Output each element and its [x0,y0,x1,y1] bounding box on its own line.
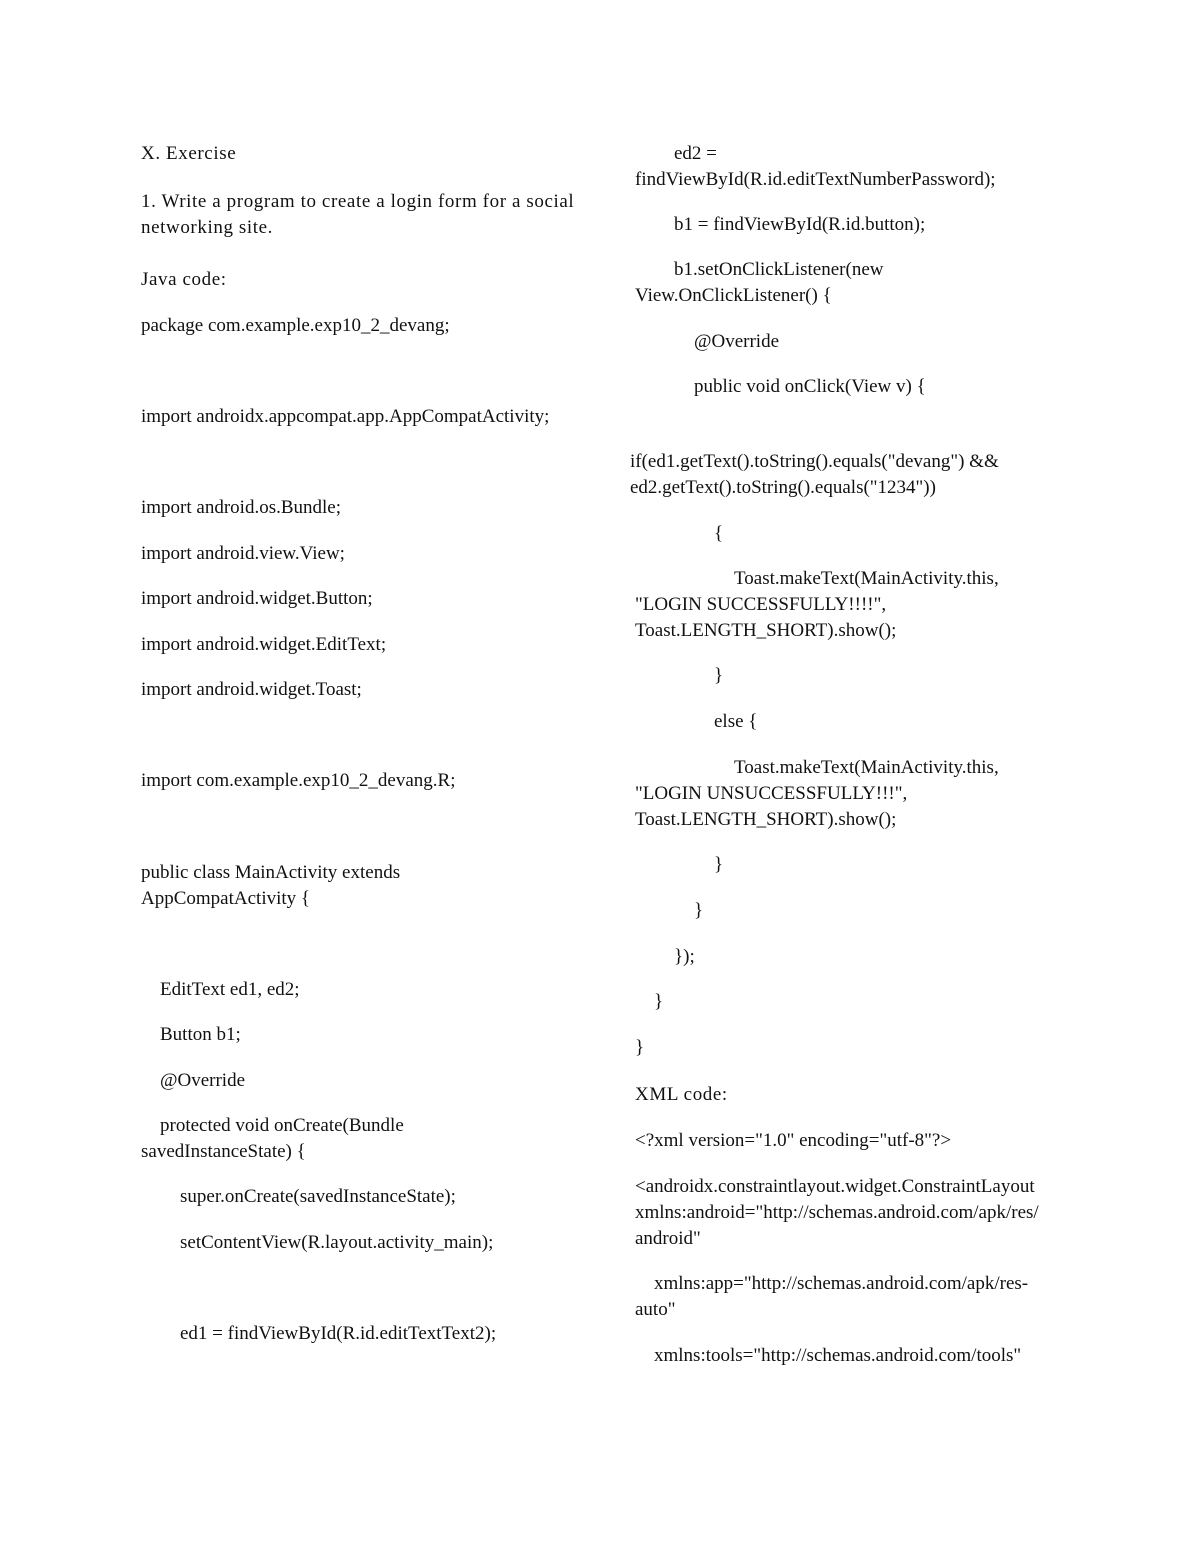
code-line: EditText ed1, ed2; [160,979,300,1000]
code-line: } [654,991,664,1012]
code-line: ed1 = findViewById(R.id.editTextText2); [180,1323,497,1344]
code-line: setContentView(R.layout.activity_main); [180,1232,494,1253]
section-heading: X. Exercise [141,143,237,164]
code-line: xmlns:app="http://schemas.android.com/apk/res- auto" [635,1273,1029,1320]
code-line: public void onClick(View v) { [694,376,926,397]
code-line: Button b1; [160,1024,241,1045]
code-line: super.onCreate(savedInstanceState); [180,1186,456,1207]
code-line: } [714,665,724,686]
code-line: protected void onCreate(Bundle savedInstanceState) { [141,1115,404,1162]
code-line: <?xml version="1.0" encoding="utf-8"?> [635,1130,952,1151]
code-line: <androidx.constraintlayout.widget.ConstraintLayout xmlns:android="http://schemas.android.com/apk/res/ android" [635,1176,1039,1249]
code-line: } [635,1037,645,1058]
code-line: import android.widget.Button; [141,588,373,609]
code-line: Toast.makeText(MainActivity.this, "LOGIN UNSUCCESSFULLY!!!", Toast.LENGTH_SHORT).show(); [635,757,999,830]
code-line: } [694,900,704,921]
code-line: else { [714,711,758,732]
code-line: b1.setOnClickListener(new View.OnClickListener() { [635,259,884,306]
code-line: { [714,523,724,544]
code-line: } [714,854,724,875]
code-line: import android.os.Bundle; [141,497,342,518]
code-line: import com.example.exp10_2_devang.R; [141,770,456,791]
code-line: @Override [160,1070,246,1091]
code-line: Toast.makeText(MainActivity.this, "LOGIN SUCCESSFULLY!!!!", Toast.LENGTH_SHORT).show(); [635,568,999,641]
code-line: import androidx.appcompat.app.AppCompatActivity; [141,406,550,427]
code-line: import android.view.View; [141,543,345,564]
code-line: b1 = findViewById(R.id.button); [674,214,926,235]
code-line: public class MainActivity extends AppCompatActivity { [141,862,401,909]
code-line: }); [674,946,695,967]
code-line: xmlns:tools="http://schemas.android.com/tools" [654,1345,1022,1366]
code-line: import android.widget.Toast; [141,679,362,700]
code-line: @Override [694,331,780,352]
code-line: ed2 = findViewById(R.id.editTextNumberPassword); [635,143,996,190]
exercise-question: 1. Write a program to create a login form for a social networking site. [141,191,580,238]
xml-code-label: XML code: [635,1084,728,1105]
code-line: import android.widget.EditText; [141,634,387,655]
code-line: if(ed1.getText().toString().equals("devang") && ed2.getText().toString().equals("1234")) [630,451,999,498]
code-line: package com.example.exp10_2_devang; [141,315,450,336]
java-code-label: Java code: [141,269,227,290]
